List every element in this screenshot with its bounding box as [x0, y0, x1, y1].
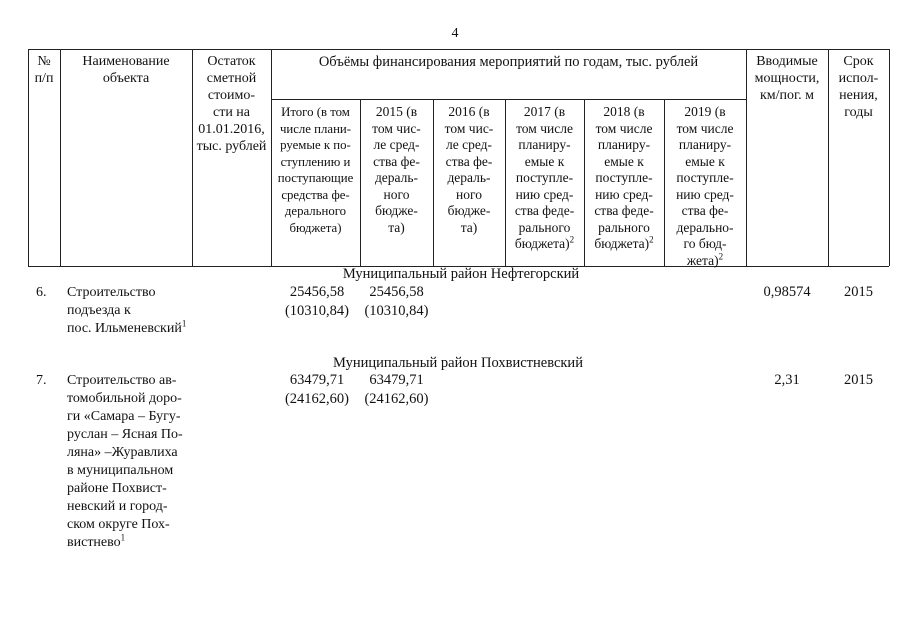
header-capacity: Вводимые мощности, км/пог. м	[754, 54, 820, 103]
section-title: Муниципальный район Нефтегорский	[342, 266, 580, 282]
subheader-2016: 2016 (в том чис- ле сред- ства фе- дераль- ного бюдже- та)	[444, 104, 494, 235]
object-name: Строительство подъезда к пос. Ильменевский$^1$	[67, 285, 187, 336]
header-object-name: Наименование объекта	[82, 54, 170, 86]
object-name: Строительство ав- томобильной доро- ги «Самара – Бугу- руслан – Ясная По- ляна» –Журавлиха в муниципальном районе Похвист- невский и город- ском округе Пох- вистнево$^1$	[67, 373, 183, 550]
capacity-value: 0,98574	[763, 284, 811, 300]
subheader-2015: 2015 (в том чис- ле сред- ства фе- дераль- ного бюдже- та)	[372, 104, 421, 235]
total-value: 25456,58 (10310,84)	[284, 284, 350, 319]
total-value: 63479,71 (24162,60)	[284, 372, 350, 407]
capacity-value: 2,31	[774, 372, 800, 388]
col-border	[889, 49, 890, 266]
header-remainder: Остаток сметной стоимо- сти на 01.01.2016, тыс. рублей	[196, 54, 267, 154]
header-number: № п/п	[34, 54, 54, 86]
subheader-2019: 2019 (в том числе планиру- емые к поступле- нию сред- ства фе- дерально- го бюд- жета)$^2$	[676, 104, 734, 268]
subheader-total: Итого (в том числе плани- руемые к по- ступлению и поступающие средства фе- дерального бюджета)	[277, 105, 354, 235]
row-number: 7.	[36, 373, 47, 388]
section-title: Муниципальный район Похвистневский	[333, 355, 583, 371]
deadline-value: 2015	[844, 284, 873, 300]
funding-subheader-divider	[271, 99, 746, 100]
header-deadline: Срок испол- нения, годы	[838, 54, 879, 120]
value-2015: 63479,71 (24162,60)	[364, 372, 429, 407]
page-number: 4	[451, 26, 459, 41]
value-2015: 25456,58 (10310,84)	[364, 284, 429, 319]
subheader-2018: 2018 (в том числе планиру- емые к поступле- нию сред- ства феде- рального бюджета)$^2$	[594, 104, 654, 251]
row-number: 6.	[36, 285, 47, 300]
table-top-border	[28, 49, 889, 50]
header-funding-group: Объёмы финансирования мероприятий по годам, тыс. рублей	[318, 54, 699, 70]
deadline-value: 2015	[844, 372, 873, 388]
subheader-2017: 2017 (в том числе планиру- емые к поступле- нию сред- ства феде- рального бюджета)$^2$	[514, 104, 575, 251]
